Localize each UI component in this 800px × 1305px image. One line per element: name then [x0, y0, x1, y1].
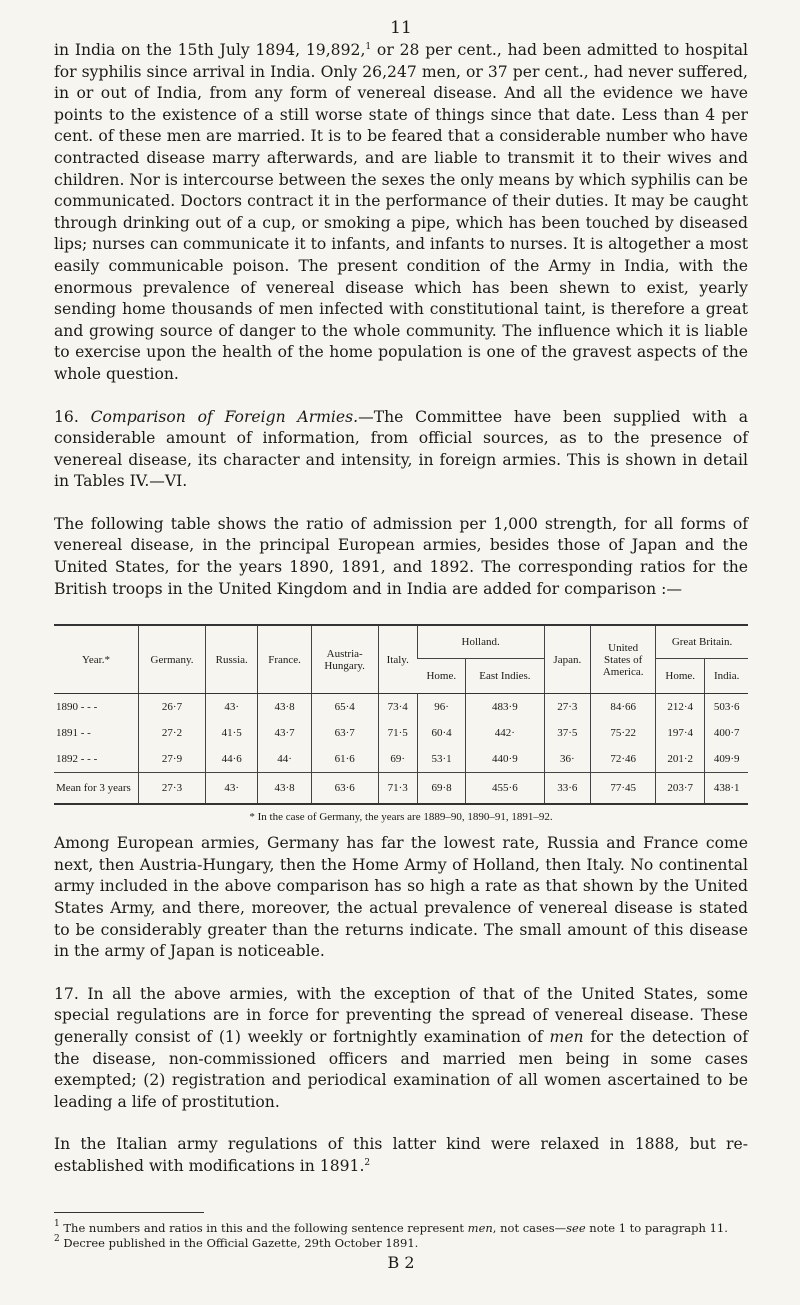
col-year: Year.* [54, 625, 139, 694]
table-row: 1890 - - - 26·7 43· 43·8 65·4 73·4 96· 483·9 27·3 84·66 212·4 503·6 [54, 694, 748, 721]
paragraph-text: for the detection of the disease, non-commissioned officers and married men being in some cases exempted; (2) registration and periodical examination of all women ascertained to be leading a life of prostitution. [54, 1028, 748, 1111]
col-holland-east-indies: East Indies. [466, 659, 544, 694]
paragraph-european-armies: Among European armies, Germany has far the lowest rate, Russia and France come next, then Austria-Hungary, then the Home Army of Holland, then Italy. No continental army included in the above comparison has so high a rate as that shown by the United States Army, and there, moreover, the actual prevalence of venereal disease is stated to be considerably greater than the returns indicate. The small amount of this disease in the army of Japan is noticeable. [54, 834, 748, 961]
col-gb-home: Home. [656, 659, 705, 694]
col-italy: Italy. [378, 625, 417, 694]
emphasis: men [549, 1028, 584, 1046]
footnote-divider [54, 1212, 204, 1213]
paragraph-17 [54, 984, 748, 1114]
footnote-ref: 1 [365, 42, 372, 52]
col-japan: Japan. [544, 625, 591, 694]
footnote-1: $^1$ The numbers and ratios in this and the following sentence represent men, not cases—see note 1 to paragraph 11. [54, 1218, 728, 1235]
page-number: 11 [390, 18, 412, 38]
paragraph-text: in India on the 15th July 1894, 19,892, [54, 41, 366, 59]
col-holland-home: Home. [417, 659, 465, 694]
footnote-ref: 2 [364, 1157, 371, 1168]
section-title: Comparison of Foreign Armies. [90, 407, 359, 426]
col-holland: Holland. [417, 625, 544, 659]
col-france: France. [258, 625, 311, 694]
col-germany: Germany. [139, 625, 206, 694]
venereal-disease-table [54, 624, 748, 805]
paragraph-16 [54, 407, 748, 493]
section-number: 16. [54, 407, 91, 426]
table-row: 1891 - - 27·2 41·5 43·7 63·7 71·5 60·4 442· 37·5 75·22 197·4 400·7 [54, 720, 748, 746]
table-row: 1892 - - - 27·9 44·6 44· 61·6 69· 53·1 440·9 36· 72·46 201·2 409·9 [54, 746, 748, 773]
col-austria-hungary: Austria-Hungary. [311, 625, 378, 694]
table-footnote: * In the case of Germany, the years are 1889–90, 1890–91, 1891–92. [249, 811, 553, 824]
col-russia: Russia. [206, 625, 258, 694]
col-united-states: United States of America. [591, 625, 656, 694]
paragraph-text: —The Committee have been supplied with a considerable amount of information, from official sources, as to the presence of venereal disease, its character and intensity, in foreign armies. This is shown in detail in Tables IV.—VI. [54, 407, 748, 491]
col-gb-india: India. [705, 659, 748, 694]
paragraph-india-hospital [54, 40, 748, 386]
paragraph-italian-army [54, 1134, 748, 1177]
footnote-2: $^2$ Decree published in the Official Gazette, 29th October 1891. [54, 1233, 419, 1250]
paragraph-table-intro: The following table shows the ratio of admission per 1,000 strength, for all forms of venereal disease, in the principal European armies, besides those of Japan and the United States, for the years 1890, 1891, and 1892. The corresponding ratios for the British troops in the United Kingdom and in India are added for comparison :— [54, 514, 748, 598]
signature-mark: B 2 [387, 1252, 415, 1272]
col-great-britain: Great Britain. [656, 625, 748, 659]
paragraph-text: In the Italian army regulations of this latter kind were relaxed in 1888, but re-established with modifications in 1891. [54, 1135, 748, 1175]
table-row-mean: Mean for 3 years 27·3 43· 43·8 63·6 71·3 69·8 455·6 33·6 77·45 203·7 438·1 [54, 773, 748, 805]
paragraph-text: or 28 per cent., had been admitted to hospital for syphilis since arrival in India. Only 26,247 men, or 37 per cent., had never suffered, in or out of India, from any form of venereal disease. And all the evidence we have points to the existence of a still worse state of things since that date. Less than 4 per cent. of these men are married. It is to be feared that a considerable number who have contracted disease marry afterwards, and are liable to transmit it to their wives and children. Nor is intercourse between the sexes the only means by which syphilis can be communicated. Doctors contract it in the performance of their duties. It may be caught through drinking out of a cup, or smoking a pipe, which has been touched by diseased lips; nurses can communicate it to infants, and infants to nurses. It is altogether a most easily communicable poison. The present condition of the Army in India, with the enormous prevalence of venereal disease which has been shewn to exist, yearly sending home thousands of men infected with constitutional taint, is therefore a great and growing source of danger to the whole community. The influence which it is liable to exercise upon the health of the home population is one of the gravest aspects of the whole question. [54, 41, 748, 383]
paragraph-text: 17. In all the above armies, with the exception of that of the United States, some special regulations are in force for preventing the spread of venereal disease. These generally consist of (1) weekly or fortnightly examination of [54, 984, 748, 1046]
